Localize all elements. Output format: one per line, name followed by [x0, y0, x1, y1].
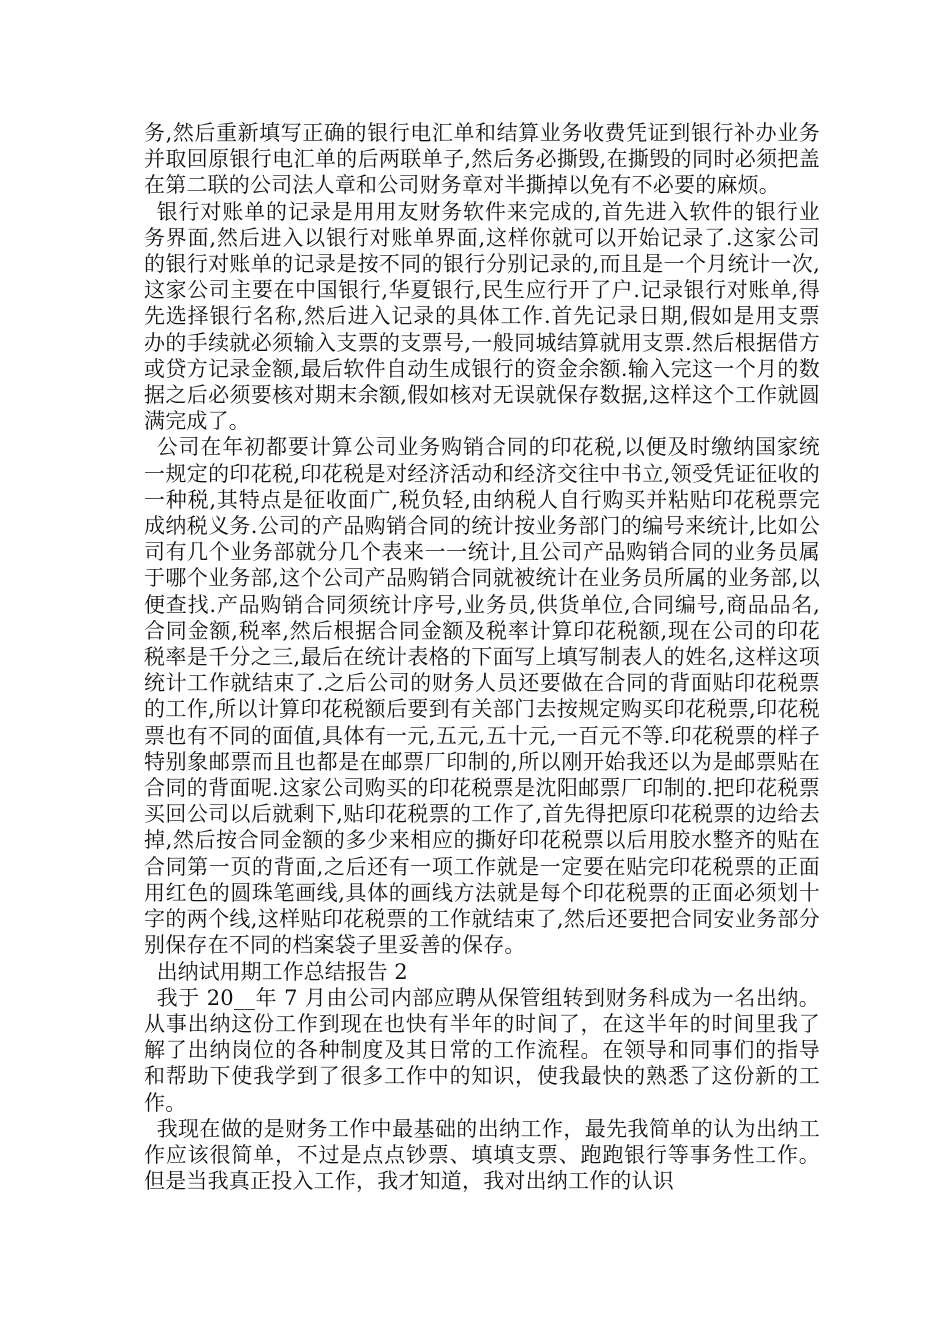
- document-page: [144, 120, 820, 1194]
- paragraph-continuation: 务,然后重新填写正确的银行电汇单和结算业务收费凭证到银行补办业务并取回原银行电汇单的后两联单子,然后务必撕毁,在撕毁的同时必须把盖在第二联的公司法人章和公司财务章对半撕掉以免有不必要的麻烦。: [144, 121, 820, 198]
- paragraph-cashier-work: 我现在做的是财务工作中最基础的出纳工作，最先我简单的认为出纳工作应该很简单，不过是点点钞票、填填支票、跑跑银行等事务性工作。但是当我真正投入工作，我才知道，我对出纳工作的认识: [144, 1116, 820, 1194]
- paragraph-intro: 我于 20__年 7 月由公司内部应聘从保管组转到财务科成为一名出纳。从事出纳这份工作到现在也快有半年的时间了，在这半年的时间里我了解了出纳岗位的各种制度及其日常的工作流程。在领导和同事们的指导和帮助下使我学到了很多工作中的知识，使我最快的熟悉了这份新的工作。: [144, 985, 820, 1115]
- paragraph-stamp-tax: 公司在年初都要计算公司业务购销合同的印花税,以便及时缴纳国家统一规定的印花税,印花税是对经济活动和经济交往中书立,领受凭证征收的一种税,其特点是征收面广,税负轻,由纳税人自行购买并粘贴印花税票完成纳税义务.公司的产品购销合同的统计按业务部门的编号来统计,比如公司有几个业务部就分几个表来一一统计,且公司产品购销合同的业务员属于哪个业务部,这个公司产品购销合同就被统计在业务员所属的业务部,以便查找.产品购销合同须统计序号,业务员,供货单位,合同编号,商品品名,合同金额,税率,然后根据合同金额及税率计算印花税额,现在公司的印花税率是千分之三,最后在统计表格的下面写上填写制表人的姓名,这样这项统计工作就结束了.之后公司的财务人员还要做在合同的背面贴印花税票的工作,所以计算印花税额后要到有关部门去按规定购买印花税票,印花税票也有不同的面值,具体有一元,五元,五十元,一百元不等.印花税票的样子特别象邮票而且也都是在邮票厂印制的,所以刚开始我还以为是邮票贴在合同的背面呢.这家公司购买的印花税票是沈阳邮票厂印制的.把印花税票买回公司以后就剩下,贴印花税票的工作了,首先得把原印花税票的边给去掉,然后按合同金额的多少来相应的撕好印花税票以后用胶水整齐的贴在合同第一页的背面,之后还有一项工作就是一定要在贴完印花税票的正面用红色的圆珠笔画线,具体的画线方法就是每个印花税票的正面必须划十字的两个线,这样贴印花税票的工作就结束了,然后还要把合同安业务部分别保存在不同的档案袋子里妥善的保存。: [144, 435, 820, 958]
- paragraph-bank-statement: 银行对账单的记录是用用友财务软件来完成的,首先进入软件的银行业务界面,然后进入以银行对账单界面,这样你就可以开始记录了.这家公司的银行对账单的记录是按不同的银行分别记录的,而且是一个月统计一次,这家公司主要在中国银行,华夏银行,民生应行开了户.记录银行对账单,得先选择银行名称,然后进入记录的具体工作.首先记录日期,假如是用支票办的手续就必须输入支票的支票号,一般同城结算就用支票.然后根据借方或贷方记录金额,最后软件自动生成银行的资金余额.输入完这一个月的数据之后必须要核对期末余额,假如核对无误就保存数据,这样这个工作就圆满完成了。: [144, 199, 820, 434]
- section-heading: 出纳试用期工作总结报告 2: [156, 959, 408, 984]
